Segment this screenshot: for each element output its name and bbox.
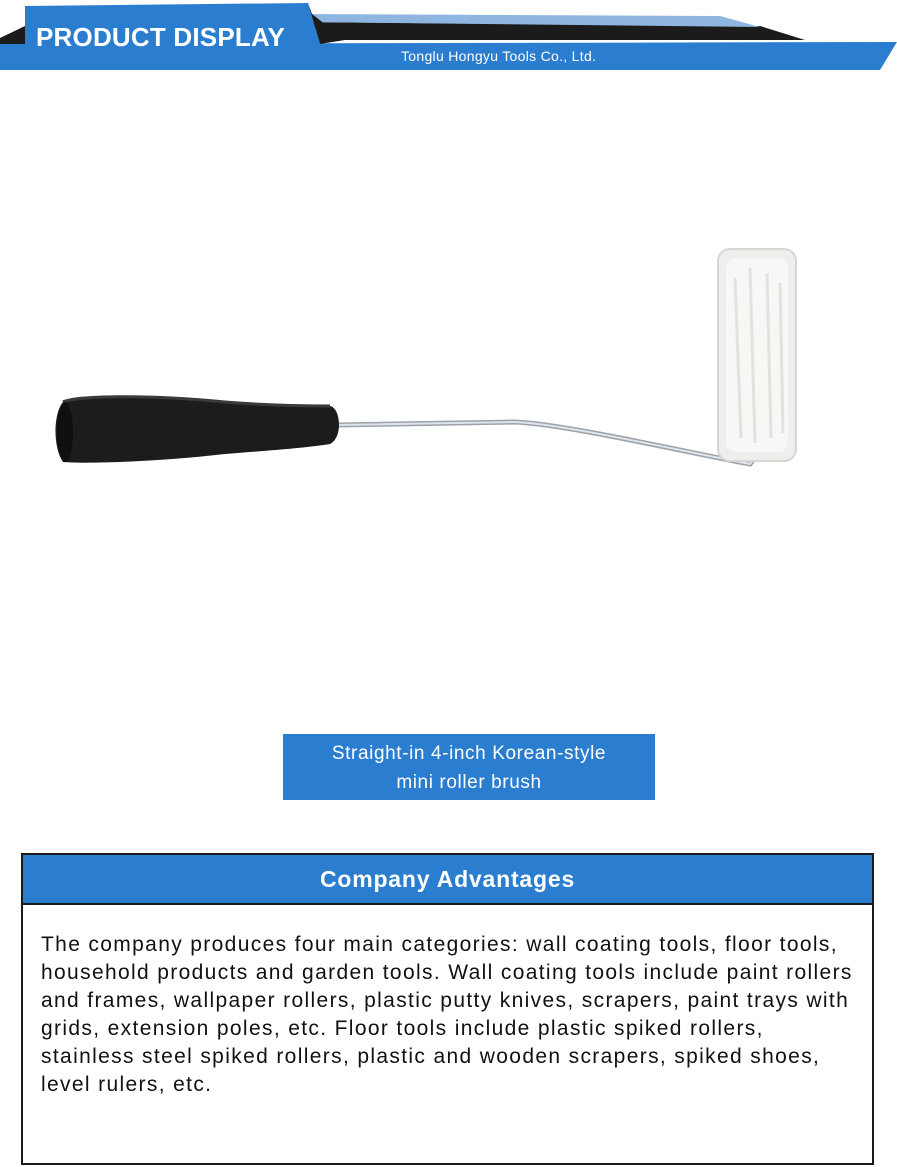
page-title: PRODUCT DISPLAY: [36, 22, 286, 52]
company-name: Tonglu Hongyu Tools Co., Ltd.: [401, 48, 597, 64]
advantages-heading: Company Advantages: [23, 855, 872, 905]
caption-line-2: mini roller brush: [396, 772, 542, 793]
product-caption: [283, 734, 655, 800]
paint-roller-photo-icon: [45, 238, 810, 518]
header-banner: [0, 0, 897, 72]
caption-line-1: Straight-in 4-inch Korean-style: [331, 743, 607, 764]
company-advantages-panel: [21, 853, 874, 1165]
advantages-body: The company produces four main categories: wall coating tools, floor tools, household products and garden tools. Wall coating tools include paint rollers and frames, wallpaper rollers, plastic putty knives, scrapers, paint trays with grids, extension poles, etc. Floor tools include plastic spiked rollers, stainless steel spiked rollers, plastic and wooden scrapers, spiked shoes, level rulers, etc.: [41, 933, 853, 1096]
